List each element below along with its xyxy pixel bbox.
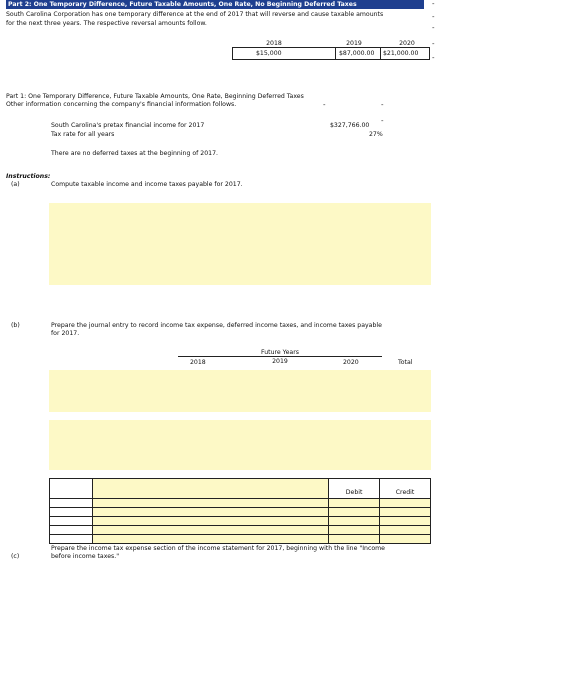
reversal-amount-2019: $87,000.00: [339, 50, 375, 57]
intro-line-2: for the next three years. The respective reversal amounts follow.: [6, 20, 207, 27]
journal-debit-cell[interactable]: [329, 499, 380, 508]
rate-label: Tax rate for all years: [51, 131, 115, 138]
reversal-year-2018: 2018: [266, 40, 282, 47]
part1-title: Part 1: One Temporary Difference, Future Taxable Amounts, One Rate, Beginning Deferred Taxes: [6, 93, 304, 100]
journal-account-cell[interactable]: [92, 526, 328, 535]
journal-date-cell[interactable]: [50, 499, 93, 508]
journal-date-cell[interactable]: [50, 479, 93, 499]
reversal-table: [232, 40, 430, 62]
journal-date-cell[interactable]: [50, 535, 93, 544]
part-c-text-line-1: Prepare the income tax expense section of the income statement for 2017, beginning with the line "Income: [51, 545, 385, 552]
part-c-text-line-2: before income taxes.": [51, 553, 120, 560]
journal-credit-cell[interactable]: [380, 517, 431, 526]
future-years-label: Future Years: [261, 349, 299, 356]
journal-debit-cell[interactable]: [329, 508, 380, 517]
schedule-answer-area-2[interactable]: [49, 420, 431, 470]
part-a-text: Compute taxable income and income taxes payable for 2017.: [51, 181, 243, 188]
journal-account-cell[interactable]: [92, 508, 328, 517]
intro-line-1: South Carolina Corporation has one temporary difference at the end of 2017 that will reverse and cause taxable amounts: [6, 11, 384, 18]
reversal-year-2020: 2020: [399, 40, 415, 47]
part-b-label: (b): [11, 322, 20, 329]
income-label: South Carolina's pretax financial income for 2017: [51, 122, 205, 129]
debit-label: Debit: [345, 489, 363, 496]
part1-subtitle: Other information concerning the company's financial information follows.: [6, 101, 237, 108]
journal-debit-cell[interactable]: [329, 517, 380, 526]
schedule-col-2018: 2018: [190, 359, 206, 366]
journal-credit-cell[interactable]: [380, 526, 431, 535]
dash-marker: -: [432, 54, 435, 62]
part-b-text-line-2: for 2017.: [51, 330, 80, 337]
journal-account-cell[interactable]: [92, 499, 328, 508]
dash-marker: -: [432, 24, 435, 32]
journal-debit-cell[interactable]: [329, 526, 380, 535]
part-b-text-line-1: Prepare the journal entry to record income tax expense, deferred income taxes, and income taxes payable: [51, 322, 382, 329]
journal-account-cell[interactable]: [92, 517, 328, 526]
schedule-col-2020: 2020: [343, 359, 359, 366]
deferred-note: There are no deferred taxes at the beginning of 2017.: [51, 150, 218, 157]
journal-debit-cell[interactable]: [329, 535, 380, 544]
journal-account-cell[interactable]: [92, 535, 328, 544]
journal-date-cell[interactable]: [50, 508, 93, 517]
journal-date-cell[interactable]: [50, 526, 93, 535]
journal-credit-cell[interactable]: [380, 535, 431, 544]
page-title: Part 2: One Temporary Difference, Future Taxable Amounts, One Rate, No Beginning Deferred Taxes: [6, 0, 424, 9]
income-value: $327,766.00: [330, 122, 370, 129]
instructions-heading: Instructions:: [6, 173, 51, 180]
dash-marker: -: [432, 0, 435, 8]
credit-label: Credit: [395, 489, 415, 496]
schedule-col-total: Total: [398, 359, 413, 366]
reversal-amount-2018: $15,000: [256, 50, 282, 57]
journal-account-cell[interactable]: [92, 479, 328, 499]
reversal-amount-2020: $21,000.00: [383, 50, 419, 57]
reversal-year-2019: 2019: [346, 40, 362, 47]
schedule-answer-area[interactable]: [49, 370, 431, 412]
dash-marker: -: [381, 101, 384, 109]
journal-credit-cell[interactable]: [380, 499, 431, 508]
journal-date-cell[interactable]: [50, 517, 93, 526]
rate-value: 27%: [369, 131, 383, 138]
journal-debit-header: [329, 479, 380, 499]
answer-area-a[interactable]: [49, 203, 431, 285]
journal-credit-header: [380, 479, 431, 499]
dash-marker: -: [432, 13, 435, 21]
schedule-col-2019: 2019: [272, 358, 288, 365]
journal-entry-table: [49, 478, 431, 544]
dash-marker: -: [323, 101, 326, 109]
part-a-label: (a): [11, 181, 20, 188]
dash-marker: -: [381, 117, 384, 125]
journal-credit-cell[interactable]: [380, 508, 431, 517]
part-c-label: (c): [11, 553, 20, 560]
dash-marker: -: [432, 40, 435, 48]
